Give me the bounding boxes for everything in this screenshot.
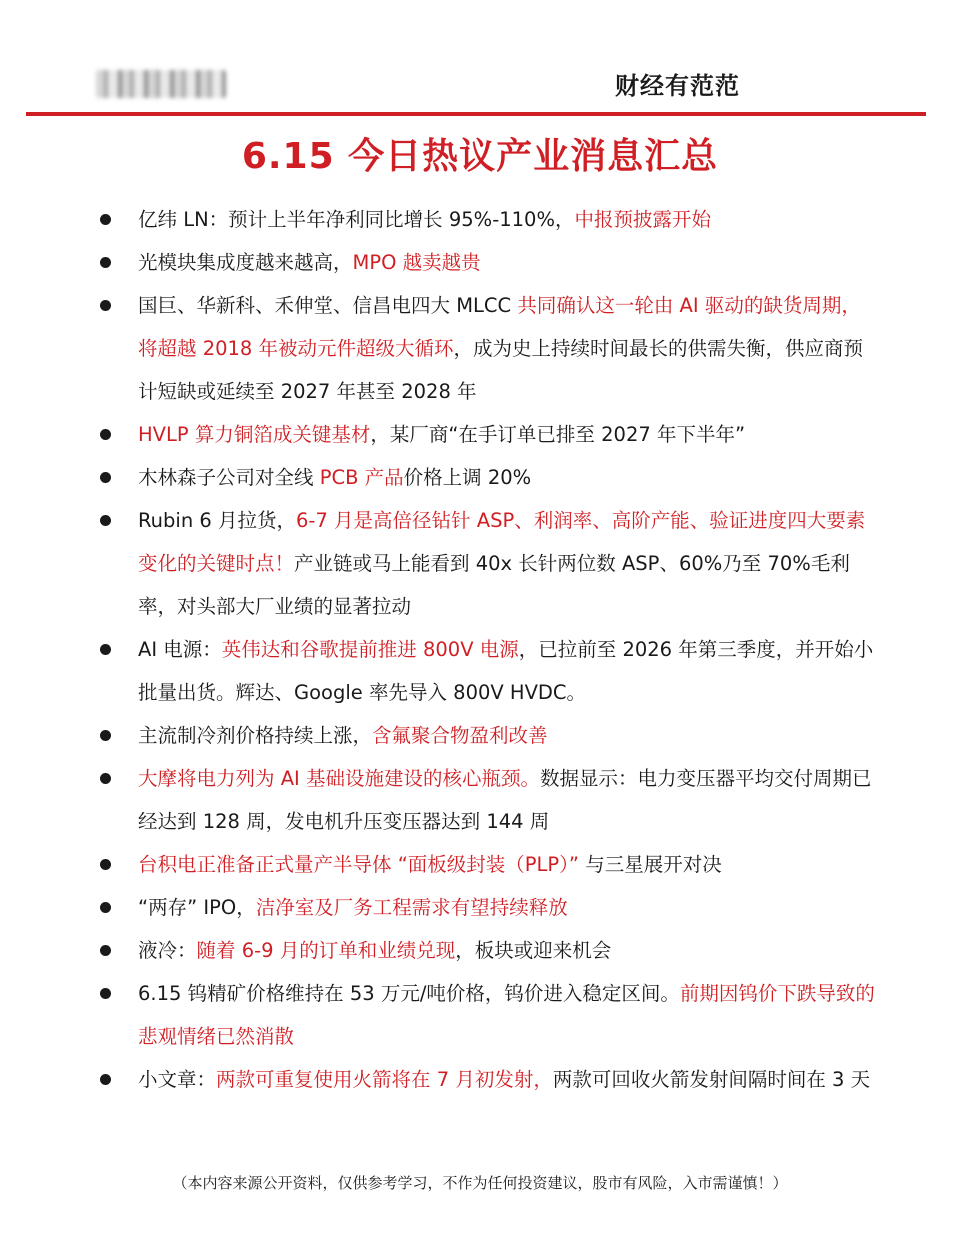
list-item <box>96 972 876 1058</box>
news-list <box>96 198 876 1101</box>
body-text: 液冷： <box>138 939 197 962</box>
highlight-text: 台积电正准备正式量产半导体 “面板级封装（PLP）” <box>138 853 580 876</box>
highlight-text: 洁净室及厂务工程需求有望持续释放 <box>255 896 568 919</box>
bullet-icon <box>100 988 111 999</box>
highlight-text: 大摩将电力列为 AI 基础设施建设的核心瓶颈。 <box>138 767 540 790</box>
body-text: 数据显示：电力变压器平均交付周期已经达到 128 周，发电机升压变压器达到 144 周 <box>138 767 872 833</box>
body-text: 两款可回收火箭发射间隔时间在 3 天 <box>552 1068 871 1091</box>
brand-name: 财经有范范 <box>615 72 740 100</box>
body-text: 与三星展开对决 <box>579 853 722 876</box>
bullet-icon <box>100 214 111 225</box>
list-item <box>96 929 876 972</box>
body-text: 价格上调 20% <box>403 466 532 489</box>
body-text: 6.15 钨精矿价格维持在 53 万元/吨价格，钨价进入稳定区间。 <box>138 982 680 1005</box>
body-text: 光模块集成度越来越高， <box>138 251 353 274</box>
list-item <box>96 499 876 628</box>
list-item <box>96 757 876 843</box>
list-item <box>96 413 876 456</box>
bullet-icon <box>100 300 111 311</box>
list-item <box>96 198 876 241</box>
highlight-text: 中报预披露开始 <box>574 208 711 231</box>
body-text: 木林森子公司对全线 <box>138 466 320 489</box>
list-item <box>96 886 876 929</box>
body-text: ，某厂商“在手订单已排至 2027 年下半年” <box>370 423 746 446</box>
highlight-text: 前期因钨价下跌导致的悲观情绪已然消散 <box>138 982 875 1048</box>
highlight-text: 共同确认这一轮由 AI 驱动的缺货周期，将超越 2018 年被动元件超级大循环 <box>138 294 861 360</box>
body-text: “两存” IPO， <box>138 896 256 919</box>
list-item <box>96 284 876 413</box>
list-item <box>96 843 876 886</box>
bullet-icon <box>100 945 111 956</box>
highlight-text: MPO 越卖越贵 <box>352 251 481 274</box>
body-text: AI 电源： <box>138 638 222 661</box>
bullet-icon <box>100 257 111 268</box>
list-item <box>96 628 876 714</box>
highlight-text: 6-7 月是高倍径钻针 ASP、利润率、高阶产能、验证进度四大要素变化的关键时点！ <box>138 509 866 575</box>
bullet-icon <box>100 773 111 784</box>
bullet-icon <box>100 429 111 440</box>
body-text: 亿纬 LN：预计上半年净利同比增长 95%-110%， <box>138 208 575 231</box>
list-item <box>96 456 876 499</box>
bullet-icon <box>100 472 111 483</box>
body-text: ，成为史上持续时间最长的供需失衡，供应商预计短缺或延续至 2027 年甚至 2028 年 <box>138 337 864 403</box>
body-text: 小文章： <box>138 1068 217 1091</box>
bullet-icon <box>100 644 111 655</box>
highlight-text: 英伟达和谷歌提前推进 800V 电源 <box>221 638 519 661</box>
body-text: ，已拉前至 2026 年第三季度，并开始小批量出货。辉达、Google 率先导入 800V HVDC。 <box>138 638 874 704</box>
body-text: Rubin 6 月拉货， <box>138 509 296 532</box>
body-text: 主流制冷剂价格持续上涨， <box>138 724 373 747</box>
page-header <box>0 0 960 118</box>
bullet-icon <box>100 902 111 913</box>
highlight-text: 含氟聚合物盈利改善 <box>372 724 548 747</box>
header-divider <box>26 112 926 116</box>
bullet-icon <box>100 730 111 741</box>
highlight-text: PCB 产品 <box>319 466 404 489</box>
list-item <box>96 241 876 284</box>
list-item <box>96 1058 876 1101</box>
body-text: 产业链或马上能看到 40x 长针两位数 ASP、60%乃至 70%毛利率，对头部大厂业绩的显著拉动 <box>138 552 850 618</box>
bullet-icon <box>100 859 111 870</box>
highlight-text: HVLP 算力铜箔成关键基材 <box>138 423 371 446</box>
bullet-icon <box>100 1074 111 1085</box>
body-text: ，板块或迎来机会 <box>455 939 612 962</box>
disclaimer-footer: （本内容来源公开资料，仅供参考学习，不作为任何投资建议，股市有风险，入市需谨慎！） <box>172 1174 788 1192</box>
bullet-icon <box>100 515 111 526</box>
body-text: 国巨、华新科、禾伸堂、信昌电四大 MLCC <box>138 294 518 317</box>
list-item <box>96 714 876 757</box>
highlight-text: 随着 6-9 月的订单和业绩兑现 <box>196 939 456 962</box>
page-title: 6.15 今日热议产业消息汇总 <box>241 136 719 177</box>
blurred-logo <box>96 70 226 98</box>
highlight-text: 两款可重复使用火箭将在 7 月初发射， <box>216 1068 553 1091</box>
